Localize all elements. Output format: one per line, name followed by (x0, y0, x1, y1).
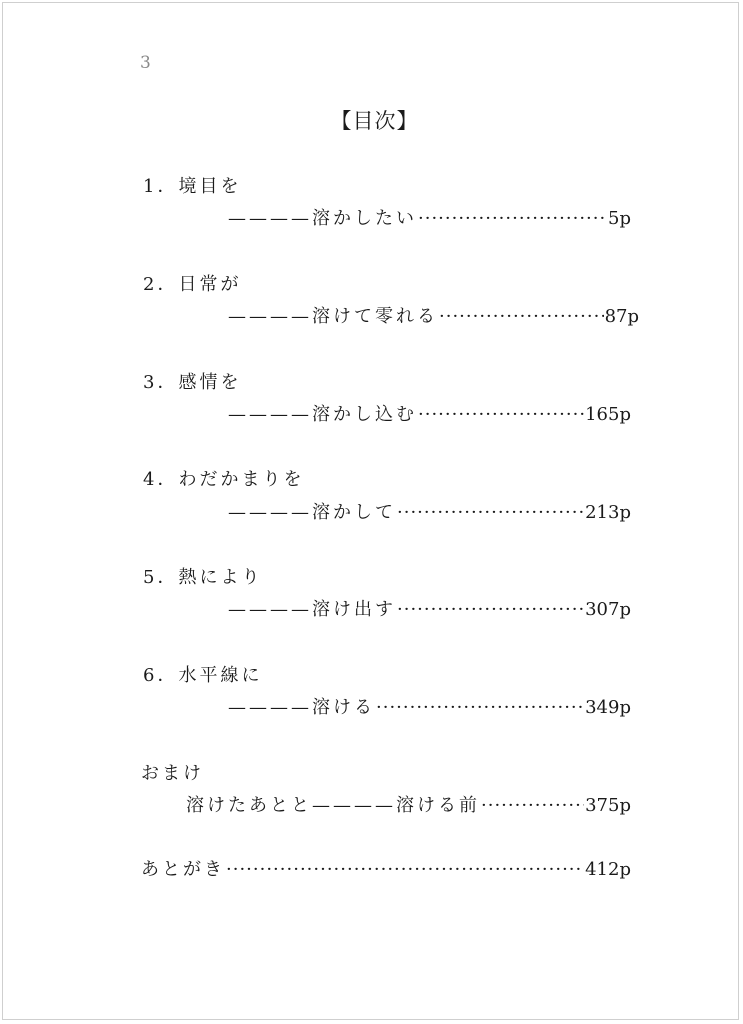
chapter-subtitle-row[interactable] (228, 208, 631, 230)
page-ref: 375p (585, 795, 631, 816)
chapter-subtitle-row[interactable] (228, 502, 631, 524)
chapter-subtitle-row[interactable] (228, 404, 631, 426)
dot-leader (418, 208, 607, 230)
subtitle: 溶け出す (312, 599, 396, 620)
page-ref: 5p (608, 208, 631, 229)
chapter-heading: 2．日常が (143, 274, 242, 295)
chapter-heading: 3．感情を (143, 372, 242, 393)
page-ref: 87p (604, 306, 639, 327)
dash: ———— (228, 404, 312, 425)
subtitle: 溶ける (312, 697, 375, 718)
dash: ———— (228, 502, 312, 523)
subtitle: 溶かして (312, 502, 396, 523)
dot-leader (439, 306, 604, 328)
subtitle: 溶けて零れる (312, 306, 438, 327)
dash: ———— (228, 306, 312, 327)
chapter-subtitle-row[interactable] (228, 599, 631, 621)
dot-leader (397, 502, 584, 524)
chapter-heading: 1．境目を (143, 176, 242, 197)
dash: ———— (228, 208, 312, 229)
chapter-heading: 5．熱により (143, 567, 263, 588)
dot-leader (418, 404, 584, 426)
subtitle: 溶かし込む (312, 404, 417, 425)
chapter-heading: 6．水平線に (143, 665, 263, 686)
dot-leader (226, 859, 584, 881)
chapter-subtitle-row[interactable] (228, 306, 639, 328)
dot-leader (376, 697, 584, 719)
page-ref: 412p (585, 859, 631, 880)
dash: ———— (228, 697, 312, 718)
dash: ———— (228, 599, 312, 620)
document-page (2, 2, 739, 1020)
extra-heading: おまけ (141, 763, 204, 784)
subtitle: 溶けたあとと————溶ける前 (186, 795, 480, 816)
dot-leader (397, 599, 584, 621)
chapter-subtitle-row[interactable] (228, 697, 631, 719)
toc-title: 【目次】 (330, 109, 419, 133)
page-ref: 165p (585, 404, 631, 425)
page-ref: 213p (585, 502, 631, 523)
page-ref: 307p (585, 599, 631, 620)
extra-subtitle-row[interactable] (186, 795, 631, 817)
dot-leader (481, 795, 584, 817)
afterword-label: あとがき (141, 859, 225, 880)
subtitle: 溶かしたい (312, 208, 417, 229)
page-number: 3 (140, 53, 151, 73)
afterword-row[interactable] (141, 859, 631, 881)
page-ref: 349p (585, 697, 631, 718)
chapter-heading: 4．わだかまりを (143, 469, 305, 490)
